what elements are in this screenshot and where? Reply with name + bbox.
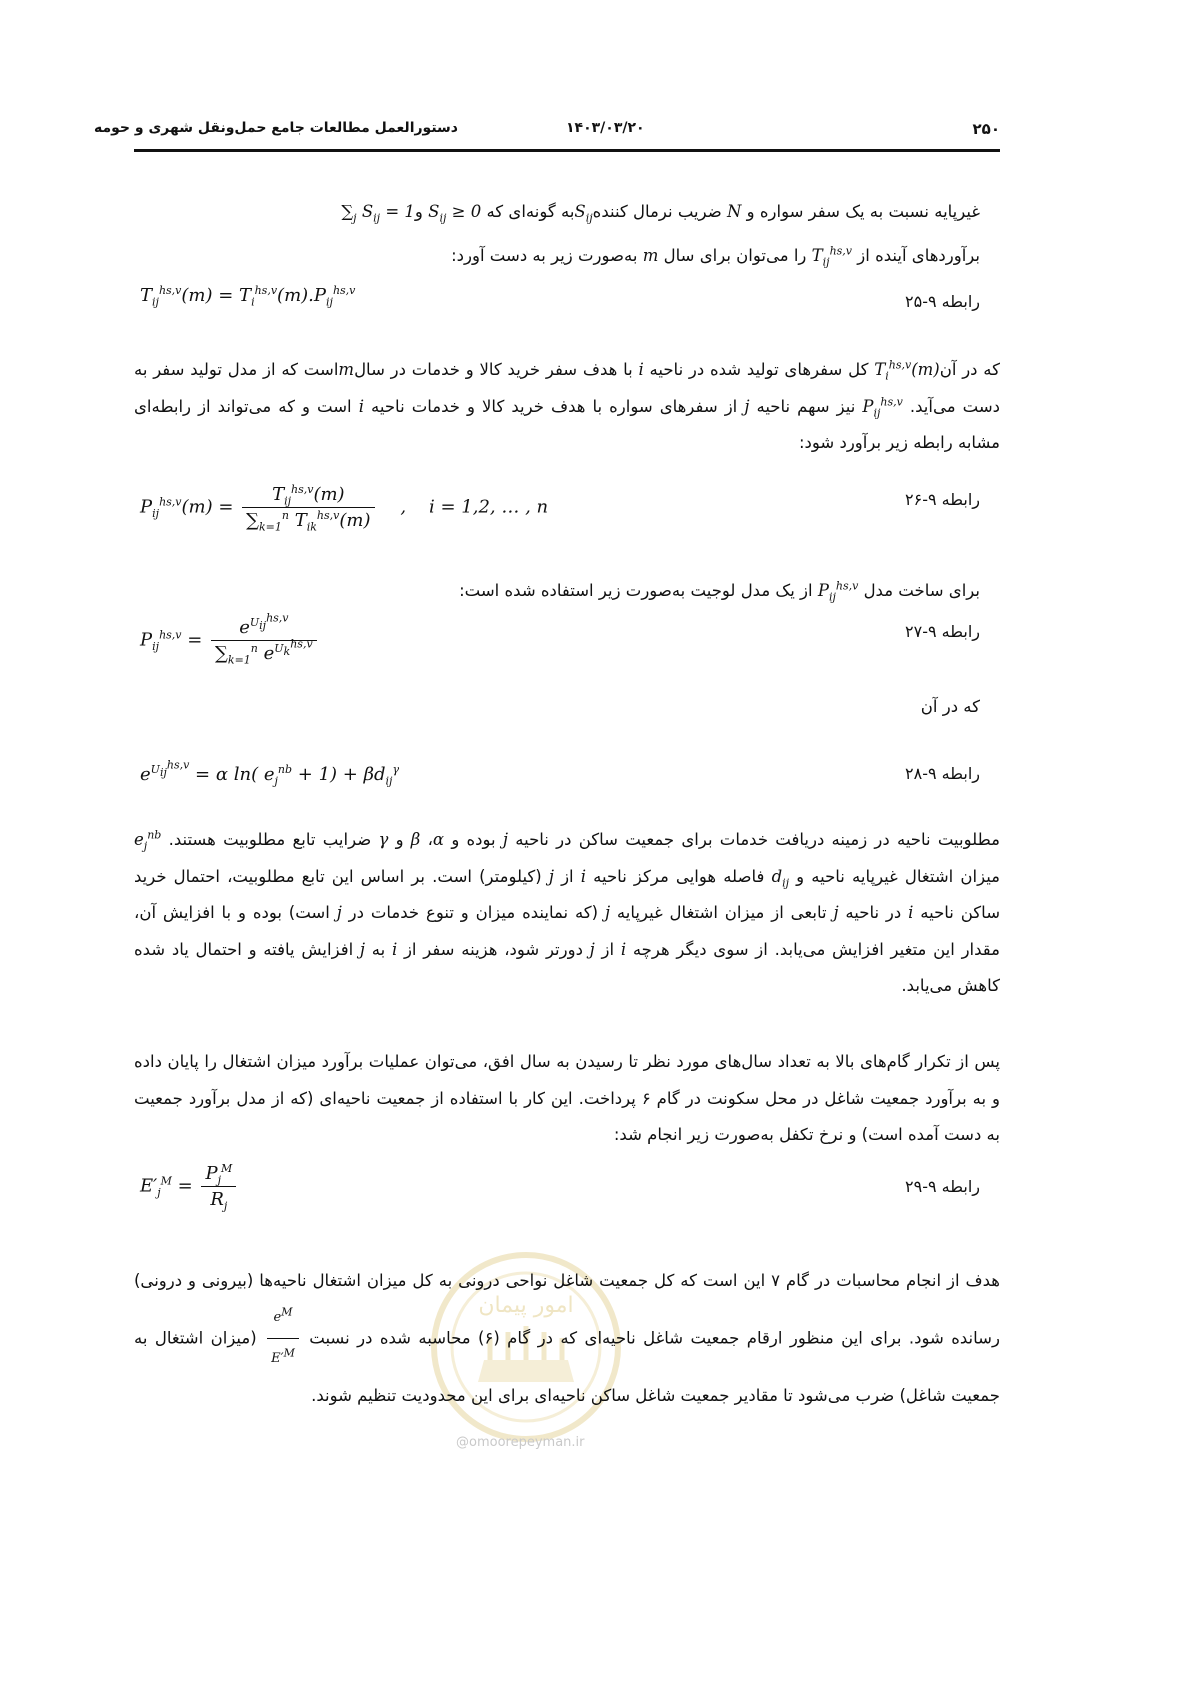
paragraph-logit-model: برای ساخت مدل $P_{ij}^{hs,v}$ از یک مدل لوجیت به‌صورت زیر استفاده شده است:: [459, 579, 980, 604]
equation-9-26: $P_{ij}^{hs,v}(m)$ = $\frac{T_{ij}^{hs,v}(m)}{\sum_{k=1}^n T_{ik}^{hs,v}(m)}$ , i = 1,2, … , n: [140, 483, 549, 534]
equation-label-9-29: رابطه ۹-۲۹: [905, 1177, 980, 1196]
equation-label-9-28: رابطه ۹-۲۸: [905, 764, 980, 783]
running-header: [94, 120, 1000, 142]
paragraph-future-estimates: برآوردهای آینده از $T_{ij}^{hs,v}$ را می‌توان برای سال m به‌صورت زیر به دست آورد:: [451, 244, 980, 269]
paragraph-step-7: هدف از انجام محاسبات در گام ۷ این است که کل جمعیت شاغل نواحی درونی به کل میزان اشتغال ناحیه‌ها (بیرونی و درونی) رسانده شود. برای این منظور ارقام جمعیت شاغل ناحیه‌ای که در گام (۶) محاسبه شده در نسبت $\frac{e^M}{E'^M}$ (میزان اشتغال به جمعیت شاغل) ضرب می‌شود تا مقادیر جمعیت شاغل ساکن ناحیه‌ای برای این محدودیت تنظیم شوند.: [134, 1271, 1000, 1405]
equation-9-28: $e^{U_{ij}^{hs,v}} = \alpha$ ln( $e_j^{nb} + 1) + \beta d_{ij}^\gamma$: [140, 758, 400, 788]
equation-label-9-25: رابطه ۹-۲۵: [905, 292, 980, 311]
paragraph-trip-generation: که در آنT$_i^{hs,v}$(m) کل سفرهای تولید شده در ناحیه i با هدف سفر خرید کالا و خدمات در سالmاست که از مدل تولید سفر به دست می‌آید. $P_{ij}^{hs,v}$ نیز سهم ناحیه j از سفرهای سواره با هدف خرید کالا و خدمات ناحیه i است و که می‌تواند از رابطه‌ای مشابه رابطه زیر برآورد شود:: [134, 358, 1000, 452]
equation-9-29: $E'_j^M$ = $\frac{P_j^M}{R_j}$: [140, 1163, 239, 1210]
page-number: ۲۵۰: [972, 120, 1000, 138]
header-date: ۱۴۰۳/۰۳/۲۰: [566, 120, 645, 136]
paragraph-utility: مطلوبیت ناحیه در زمینه دریافت خدمات برای جمعیت ساکن در ناحیه j بوده و α، β و γ ضرایب تابع مطلوبیت هستند. $e_j^{nb}$ میزان اشتغال غیرپایه ناحیه و $d_{ij}$ فاصله هوایی مرکز ناحیه i از j (کیلومتر) است. بر اساس این تابع مطلوبیت، احتمال خرید ساکن ناحیه i در ناحیه j تابعی از میزان اشتغال غیرپایه j (که نماینده میزان و تنوع خدمات در j است) بوده و با افزایش آن، مقدار این متغیر افزایش می‌یابد. از سوی دیگر هرچه i از j دورتر شود، هزینه سفر از i به j افزایش یافته و احتمال یاد شده کاهش می‌یابد.: [134, 828, 1001, 995]
watermark-text: @omoorepeyman.ir: [456, 1435, 585, 1450]
paragraph-iteration: پس از تکرار گام‌های بالا به تعداد سال‌های مورد نظر تا رسیدن به سال افق، می‌توان عملیات برآورد میزان اشتغال را پایان داده و به برآورد جمعیت شاغل در محل سکونت در گام ۶ پرداخت. این کار با استفاده از جمعیت ناحیه‌ای (که از مدل برآورد جمعیت به دست آمده است) و نرخ تکفل به‌صورت زیر انجام شد:: [134, 1052, 1000, 1144]
equation-9-27: $P_{ij}^{hs,v}$ = $\frac{e^{U_{ij}^{hs,v}}}{\sum_{k=1}^n e^{U_k^{hs,v}}}$: [140, 617, 320, 664]
paragraph-normalizer: غیرپایه نسبت به یک سفر سواره و N ضریب نرمال کنندهS$_{ij}$به گونه‌ای که $S_{ij} \ge 0$ $و\sum_j$ $S_{ij} = 1$: [341, 202, 980, 225]
equation-9-25: $T_{ij}^{hs,v}(m) = T_i^{hs,v}(m).P_{ij}^{hs,v}$: [140, 284, 356, 309]
header-divider: [134, 149, 1000, 152]
equation-label-9-26: رابطه ۹-۲۶: [905, 490, 980, 509]
paragraph-where: که در آن: [920, 697, 980, 716]
equation-label-9-27: رابطه ۹-۲۷: [905, 622, 980, 641]
watermark-logo-text: امور پیمان: [478, 1293, 574, 1318]
header-title: دستورالعمل مطالعات جامع حمل‌ونقل شهری و حومه: [94, 120, 458, 136]
